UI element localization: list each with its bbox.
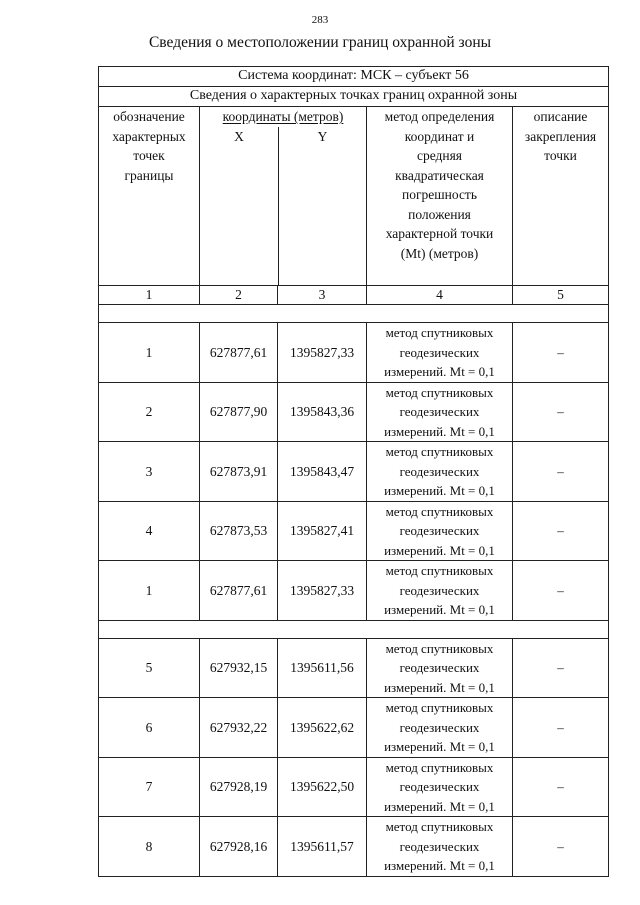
header-text: точек	[133, 148, 165, 163]
method-line: метод спутниковых	[385, 759, 494, 775]
method-line: метод спутниковых	[385, 640, 494, 656]
method-line: метод спутниковых	[385, 563, 494, 578]
fixing-description: –	[513, 638, 609, 698]
method-cell	[367, 323, 513, 383]
header-text: границы	[124, 167, 174, 183]
fixing-description: –	[513, 323, 609, 383]
coord-y: 1395622,50	[278, 757, 367, 817]
header-text: средняя	[416, 148, 463, 163]
header-y: Y	[317, 128, 328, 144]
fixing-description: –	[513, 501, 609, 561]
point-number: 3	[99, 442, 200, 502]
header-text: характерной точки	[385, 226, 494, 241]
method-line: геодезических	[399, 404, 480, 419]
coord-x: 627928,19	[200, 757, 278, 817]
header-text: (Mt) (метров)	[400, 245, 479, 261]
method-line: измерений. Mt = 0,1	[384, 483, 495, 498]
coord-x: 627932,15	[200, 638, 278, 698]
point-number: 4	[99, 501, 200, 561]
coord-x: 627932,22	[200, 698, 278, 758]
header-text: характерных	[112, 128, 186, 144]
header-text: координат и	[404, 128, 475, 144]
header-coordinates-label: координаты (метров)	[222, 109, 344, 124]
coord-x: 627877,61	[200, 323, 278, 383]
coord-y: 1395843,36	[278, 382, 367, 442]
header-text: точки	[544, 148, 577, 163]
table-row	[99, 757, 609, 817]
method-line: метод спутниковых	[385, 444, 494, 459]
group-separator	[99, 620, 609, 638]
table-row	[99, 561, 609, 621]
method-cell	[367, 442, 513, 502]
coord-x: 627877,90	[200, 382, 278, 442]
point-number: 8	[99, 817, 200, 877]
method-line: измерений. Mt = 0,1	[384, 679, 495, 695]
boundary-points-table	[98, 66, 609, 877]
method-line: метод спутниковых	[385, 384, 494, 400]
fixing-description: –	[513, 561, 609, 621]
fixing-description: –	[513, 382, 609, 442]
method-cell	[367, 817, 513, 877]
method-cell	[367, 501, 513, 561]
header-x: X	[200, 127, 279, 285]
method-line: геодезических	[399, 344, 480, 360]
header-text: описание	[533, 109, 588, 124]
method-cell	[367, 382, 513, 442]
method-line: геодезических	[399, 719, 480, 735]
coord-y: 1395843,47	[278, 442, 367, 502]
header-text: погрешность	[401, 187, 477, 202]
header-text: закрепления	[524, 128, 597, 144]
method-line: метод спутниковых	[385, 503, 494, 519]
header-description	[513, 107, 609, 286]
point-number: 7	[99, 757, 200, 817]
table-row	[99, 501, 609, 561]
coordinate-system: Система координат: МСК – субъект 56	[99, 67, 609, 87]
method-line: геодезических	[399, 779, 480, 794]
fixing-description: –	[513, 757, 609, 817]
column-number: 4	[367, 286, 513, 305]
page-number: 283	[311, 14, 329, 26]
method-line: метод спутниковых	[385, 819, 494, 834]
method-line: измерений. Mt = 0,1	[384, 423, 495, 439]
coord-y: 1395827,41	[278, 501, 367, 561]
coord-y: 1395622,62	[278, 698, 367, 758]
method-line: геодезических	[399, 523, 480, 538]
method-cell	[367, 757, 513, 817]
method-line: измерений. Mt = 0,1	[384, 739, 495, 754]
header-method	[367, 107, 513, 286]
table-row	[99, 817, 609, 877]
coord-y: 1395611,57	[278, 817, 367, 877]
point-number: 6	[99, 698, 200, 758]
point-number: 1	[99, 561, 200, 621]
method-line: геодезических	[399, 582, 480, 598]
method-line: измерений. Mt = 0,1	[384, 798, 495, 814]
method-cell	[367, 698, 513, 758]
method-line: метод спутниковых	[385, 325, 494, 340]
header-text: положения	[408, 206, 471, 222]
method-line: измерений. Mt = 0,1	[384, 858, 495, 873]
header-text: квадратическая	[395, 167, 484, 183]
column-number: 3	[278, 286, 367, 305]
coord-x: 627928,16	[200, 817, 278, 877]
coord-y: 1395827,33	[278, 323, 367, 383]
table-row	[99, 698, 609, 758]
coord-y: 1395611,56	[278, 638, 367, 698]
method-line: измерений. Mt = 0,1	[384, 602, 495, 617]
table-subtitle: Сведения о характерных точках границ охранной зоны	[99, 87, 609, 107]
page-title: Сведения о местоположении границ охранной зоны	[148, 34, 492, 51]
coord-x: 627873,53	[200, 501, 278, 561]
point-number: 5	[99, 638, 200, 698]
header-text: метод определения	[384, 109, 495, 124]
point-number: 1	[99, 323, 200, 383]
method-line: геодезических	[399, 463, 480, 479]
coord-x: 627877,61	[200, 561, 278, 621]
method-cell	[367, 638, 513, 698]
method-cell	[367, 561, 513, 621]
fixing-description: –	[513, 442, 609, 502]
table-row	[99, 382, 609, 442]
fixing-description: –	[513, 698, 609, 758]
fixing-description: –	[513, 817, 609, 877]
header-text: обозначение	[113, 109, 185, 124]
table-row	[99, 442, 609, 502]
header-point-designation	[99, 107, 200, 286]
method-line: геодезических	[399, 660, 480, 675]
method-line: измерений. Mt = 0,1	[384, 364, 495, 379]
coord-y: 1395827,33	[278, 561, 367, 621]
method-line: измерений. Mt = 0,1	[384, 542, 495, 558]
column-number: 2	[200, 286, 278, 305]
group-separator	[99, 305, 609, 323]
coord-x: 627873,91	[200, 442, 278, 502]
column-number: 1	[99, 286, 200, 305]
table-row	[99, 323, 609, 383]
method-line: геодезических	[399, 838, 480, 854]
column-number: 5	[513, 286, 609, 305]
point-number: 2	[99, 382, 200, 442]
table-row	[99, 638, 609, 698]
header-coordinates	[200, 107, 367, 286]
method-line: метод спутниковых	[385, 700, 494, 715]
